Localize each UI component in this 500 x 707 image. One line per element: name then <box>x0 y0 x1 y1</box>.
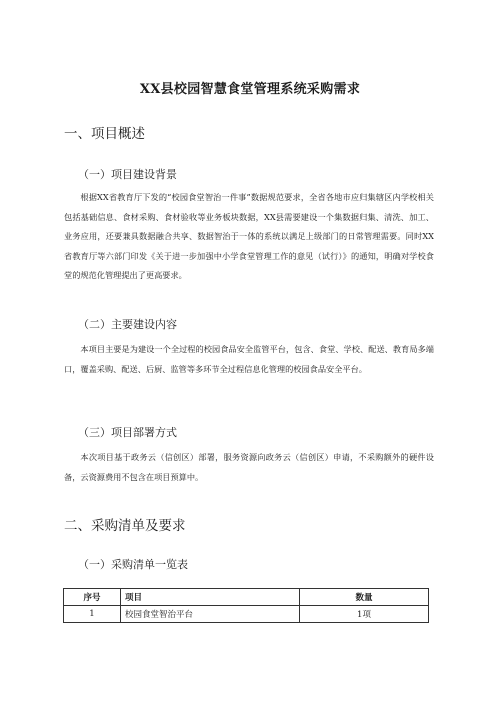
cell-no: 1 <box>64 606 121 623</box>
subsection-list-heading: （一）采购清单一览表 <box>78 558 188 571</box>
section-2-heading: 二、采购清单及要求 <box>64 518 186 534</box>
table-header-row <box>64 589 429 606</box>
subsection-deployment-heading: （三）项目部署方式 <box>78 426 177 439</box>
header-qty: 数量 <box>300 589 429 606</box>
header-item: 项目 <box>121 589 300 606</box>
table-row <box>64 606 429 623</box>
document-title: XX县校园智慧食堂管理系统采购需求 <box>139 82 361 97</box>
subsection-content-heading: （二）主要建设内容 <box>78 318 177 331</box>
cell-item: 校园食堂智治平台 <box>121 606 300 623</box>
deployment-paragraph: 本次项目基于政务云（信创区）部署，服务资源向政务云（信创区）申请，不采购额外的硬件设备，云资源费用不包含在项目预算中。 <box>64 452 434 482</box>
background-paragraph: 根据XX省教育厅下发的“校园食堂智治一件事”数据规范要求，全省各地市应归集辖区内学校相关包括基础信息、食材采购、食材验收等业务板块数据，XX县需要建设一个集数据归集、清洗、加工、业务应用，还要兼具数据融合共享、数据智治于一体的系统以满足上级部门的日常管理需要。同时XX省教育厅等六部门印发《关于进一步加强中小学食堂管理工作的意见（试行）》的通知，明确对学校食堂的规范化管理提出了更高要求。 <box>64 192 434 280</box>
procurement-table <box>63 588 429 623</box>
subsection-background-heading: （一）项目建设背景 <box>78 168 177 181</box>
content-paragraph: 本项目主要是为建设一个全过程的校园食品安全监管平台，包含、食堂、学校、配送、教育局多端口，覆盖采购、配送、后厨、监管等多环节全过程信息化管理的校园食品安全平台。 <box>64 344 434 374</box>
header-no: 序号 <box>64 589 121 606</box>
section-1-heading: 一、项目概述 <box>64 126 145 142</box>
cell-qty: 1项 <box>300 606 429 623</box>
